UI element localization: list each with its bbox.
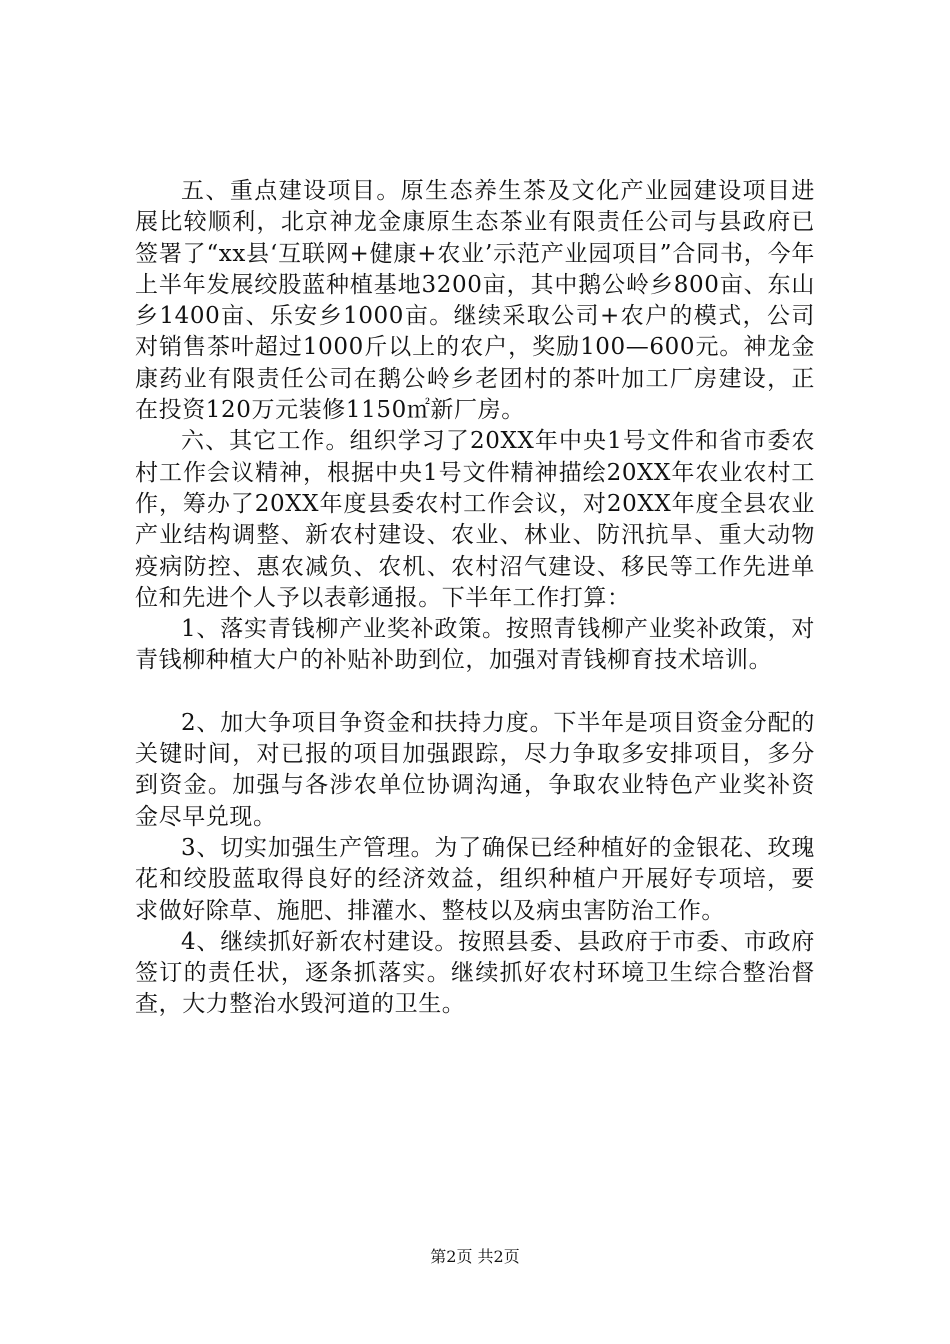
paragraph-plan-item-1: 1、落实青钱柳产业奖补政策。按照青钱柳产业奖补政策，对青钱柳种植大户的补贴补助到位，加强对青钱柳育技术培训。 bbox=[135, 616, 815, 674]
paragraph-plan-item-2: 2、加大争项目争资金和扶持力度。下半年是项目资金分配的关键时间，对已报的项目加强跟踪，尽力争取多安排项目，多分到资金。加强与各涉农单位协调沟通，争取农业特色产业奖补资金尽早兑现。 bbox=[135, 709, 815, 830]
paragraph-key-projects: 五、重点建设项目。原生态养生茶及文化产业园建设项目进展比较顺利，北京神龙金康原生态茶业有限责任公司与县政府已签署了“xx县‘互联网+健康+农业’示范产业园项目”合同书，今年上半年发展绞股蓝种植基地3200亩，其中鹅公岭乡800亩、东山乡1400亩、乐安乡1000亩。继续采取公司+农户的模式，公司对销售茶叶超过1000斤以上的农户，奖励100—600元。神龙金康药业有限责任公司在鹅公岭乡老团村的茶叶加工厂房建设，正在投资120万元装修1150㎡新厂房。 bbox=[135, 178, 815, 424]
page-number-footer: 第2页 共2页 bbox=[430, 1247, 520, 1266]
document-body bbox=[135, 176, 815, 1021]
paragraph-plan-item-4: 4、继续抓好新农村建设。按照县委、县政府于市委、市政府签订的责任状，逐条抓落实。继续抓好农村环境卫生综合整治督查，大力整治水毁河道的卫生。 bbox=[135, 928, 815, 1018]
paragraph-gap bbox=[135, 677, 815, 708]
paragraph-other-work: 六、其它工作。组织学习了20XX年中央1号文件和省市委农村工作会议精神，根据中央1号文件精神描绘20XX年农业农村工作，筹办了20XX年度县委农村工作会议，对20XX年度全县农业产业结构调整、新农村建设、农业、林业、防汛抗旱、重大动物疫病防控、惠农减负、农机、农村沼气建设、移民等工作先进单位和先进个人予以表彰通报。下半年工作打算： bbox=[135, 428, 815, 611]
paragraph-plan-item-3: 3、切实加强生产管理。为了确保已经种植好的金银花、玫瑰花和绞股蓝取得良好的经济效益，组织种植户开展好专项培，要求做好除草、施肥、排灌水、整枝以及病虫害防治工作。 bbox=[135, 834, 815, 924]
